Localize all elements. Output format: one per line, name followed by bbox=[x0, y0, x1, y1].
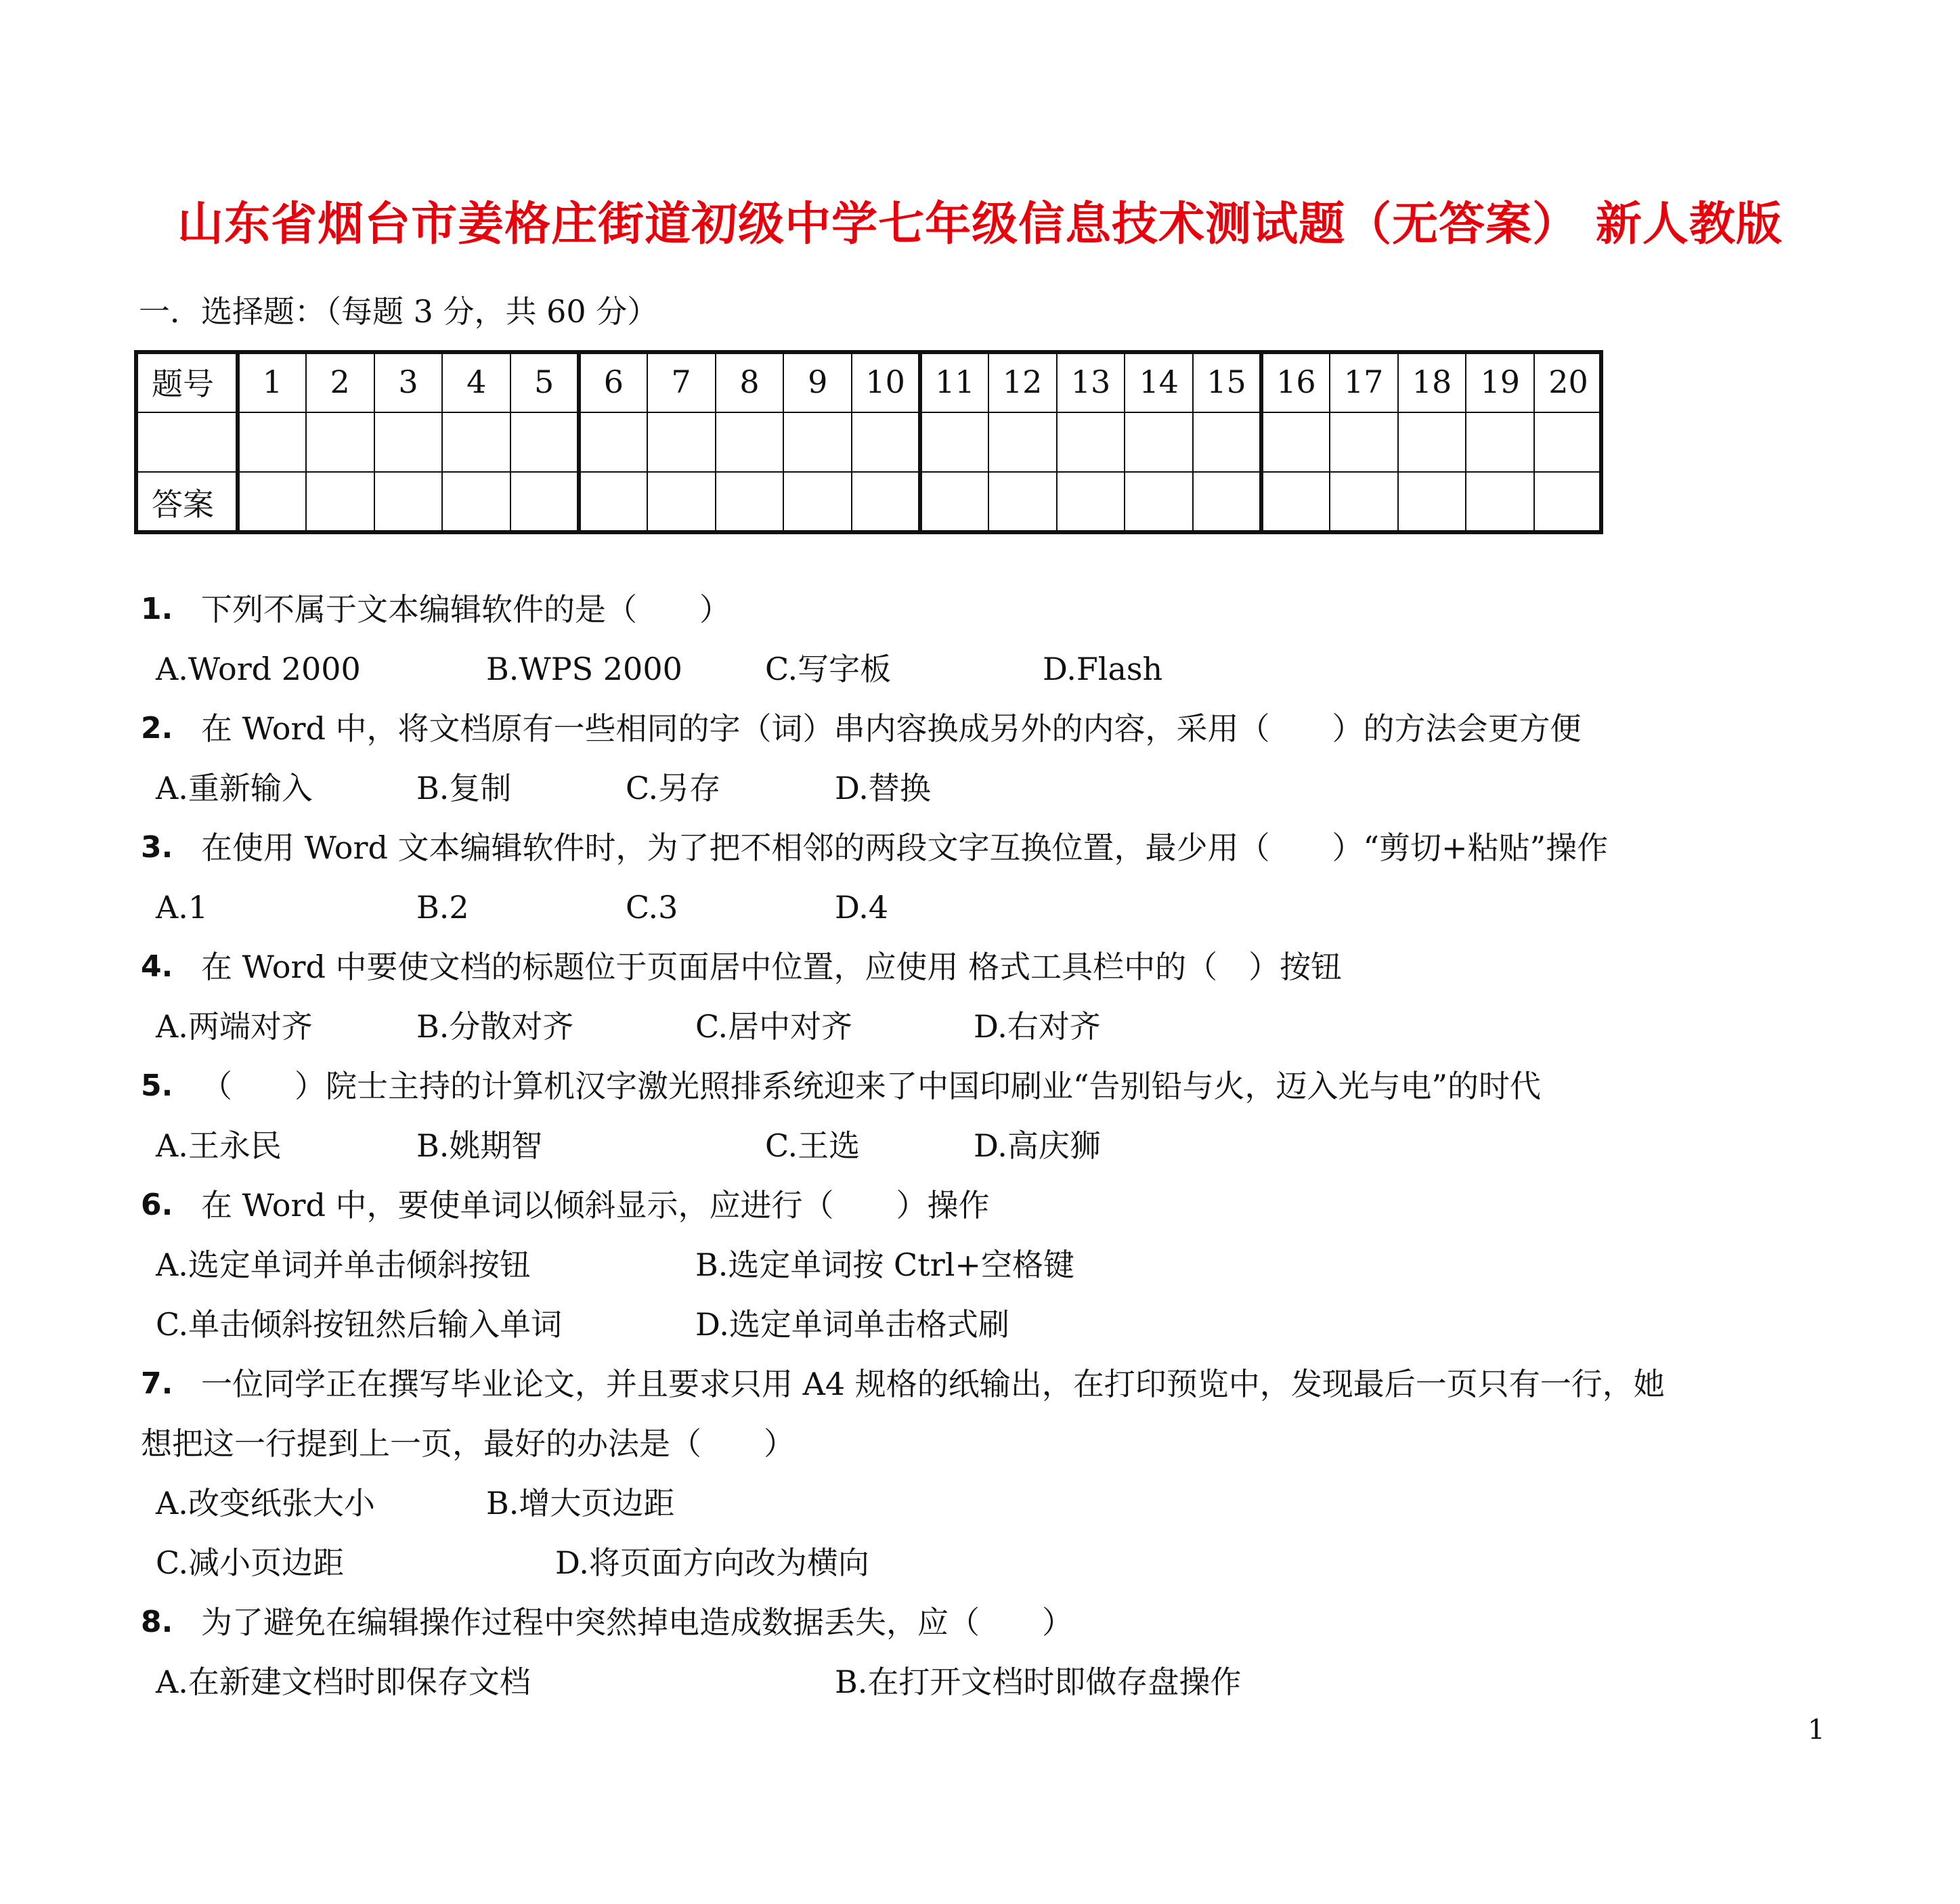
option-c: C.另存 bbox=[626, 770, 721, 806]
answer-cell[interactable] bbox=[716, 412, 784, 473]
answer-grid-number: 12 bbox=[988, 352, 1057, 412]
page-title: 山东省烟台市姜格庄街道初级中学七年级信息技术测试题（无答案） 新人教版 bbox=[177, 198, 1783, 251]
answer-grid-number: 17 bbox=[1330, 352, 1398, 412]
answer-cell[interactable] bbox=[1125, 472, 1193, 532]
answer-cell[interactable] bbox=[1125, 412, 1193, 473]
answer-cell[interactable] bbox=[1261, 472, 1330, 532]
answer-cell[interactable] bbox=[1398, 472, 1466, 532]
answer-cell[interactable] bbox=[238, 412, 306, 473]
answer-cell[interactable] bbox=[510, 412, 579, 473]
option-d: D.将页面方向改为横向 bbox=[555, 1544, 869, 1581]
answer-grid-blank-row bbox=[136, 412, 1603, 473]
answer-cell[interactable] bbox=[579, 472, 647, 532]
answer-grid bbox=[135, 351, 1603, 533]
option-a: A.Word 2000 bbox=[156, 651, 361, 687]
answer-cell[interactable] bbox=[374, 412, 443, 473]
question-text: 一位同学正在撰写毕业论文，并且要求只用 A4 规格的纸输出，在打印预览中，发现最后一页只有一行，她 bbox=[201, 1366, 1665, 1402]
answer-cell[interactable] bbox=[920, 412, 988, 473]
question-text: （ ）院士主持的计算机汉字激光照排系统迎来了中国印刷业“告别铅与火，迈入光与电”的时代 bbox=[201, 1068, 1542, 1104]
answer-cell[interactable] bbox=[238, 472, 306, 532]
question-text: 在使用 Word 文本编辑软件时，为了把不相邻的两段文字互换位置，最少用（ ）“剪切+粘贴”操作 bbox=[201, 829, 1609, 866]
question-text: 在 Word 中要使文档的标题位于页面居中位置，应使用 格式工具栏中的（ ）按钮 bbox=[201, 949, 1343, 985]
answer-grid-number: 1 bbox=[238, 352, 306, 412]
option-c: C.王选 bbox=[765, 1127, 861, 1164]
question-text-continued: 想把这一行提到上一页，最好的办法是（ ） bbox=[141, 1425, 795, 1462]
answer-grid-answer-row bbox=[136, 472, 1603, 532]
option-b: B.WPS 2000 bbox=[486, 651, 682, 687]
answer-grid-label-number: 题号 bbox=[136, 352, 238, 412]
option-d: D.选定单词单击格式刷 bbox=[695, 1306, 1009, 1343]
answer-grid-number: 16 bbox=[1261, 352, 1330, 412]
answer-cell[interactable] bbox=[1330, 412, 1398, 473]
question-number: 6. bbox=[141, 1188, 173, 1222]
answer-cell[interactable] bbox=[510, 472, 579, 532]
option-b: B.增大页边距 bbox=[486, 1485, 675, 1521]
question-number: 4. bbox=[141, 949, 173, 984]
answer-grid-number: 11 bbox=[920, 352, 988, 412]
answer-grid-label-answer: 答案 bbox=[136, 472, 238, 532]
option-a: A.改变纸张大小 bbox=[156, 1485, 375, 1521]
option-d: D.4 bbox=[835, 889, 889, 926]
answer-grid-number: 3 bbox=[374, 352, 443, 412]
option-c: C.3 bbox=[626, 889, 678, 926]
option-d: D.Flash bbox=[1043, 651, 1163, 687]
answer-cell[interactable] bbox=[1534, 412, 1603, 473]
answer-cell[interactable] bbox=[1057, 412, 1125, 473]
question-text: 在 Word 中，要使单词以倾斜显示，应进行（ ）操作 bbox=[201, 1187, 990, 1224]
answer-grid-number: 9 bbox=[783, 352, 852, 412]
answer-grid-number-row bbox=[136, 352, 1603, 412]
answer-grid-number: 5 bbox=[510, 352, 579, 412]
answer-cell[interactable] bbox=[1466, 412, 1534, 473]
answer-grid-label-blank bbox=[136, 412, 238, 473]
answer-grid-number: 2 bbox=[306, 352, 374, 412]
option-b: B.选定单词按 Ctrl+空格键 bbox=[695, 1247, 1074, 1283]
option-b: B.姚期智 bbox=[416, 1127, 543, 1164]
option-c: C.居中对齐 bbox=[695, 1008, 853, 1045]
answer-cell[interactable] bbox=[374, 472, 443, 532]
option-a: A.两端对齐 bbox=[156, 1008, 313, 1045]
answer-cell[interactable] bbox=[1057, 472, 1125, 532]
answer-cell[interactable] bbox=[647, 472, 716, 532]
answer-cell[interactable] bbox=[1534, 472, 1603, 532]
question-number: 3. bbox=[141, 830, 173, 865]
answer-cell[interactable] bbox=[647, 412, 716, 473]
option-a: A.1 bbox=[156, 889, 209, 926]
answer-cell[interactable] bbox=[1261, 412, 1330, 473]
answer-cell[interactable] bbox=[988, 412, 1057, 473]
option-c: C.单击倾斜按钮然后输入单词 bbox=[156, 1306, 563, 1343]
answer-grid-number: 15 bbox=[1193, 352, 1261, 412]
question-number: 1. bbox=[141, 592, 173, 626]
option-a: A.重新输入 bbox=[156, 770, 313, 806]
answer-grid-number: 7 bbox=[647, 352, 716, 412]
question-number: 7. bbox=[141, 1366, 173, 1401]
question-text: 为了避免在编辑操作过程中突然掉电造成数据丢失，应（ ） bbox=[201, 1604, 1073, 1641]
answer-cell[interactable] bbox=[852, 472, 920, 532]
option-d: D.替换 bbox=[835, 770, 931, 806]
answer-grid-number: 19 bbox=[1466, 352, 1534, 412]
answer-cell[interactable] bbox=[783, 412, 852, 473]
answer-grid-number: 13 bbox=[1057, 352, 1125, 412]
question-number: 2. bbox=[141, 711, 173, 745]
option-b: B.在打开文档时即做存盘操作 bbox=[835, 1664, 1242, 1700]
answer-grid-number: 14 bbox=[1125, 352, 1193, 412]
option-b: B.复制 bbox=[416, 770, 512, 806]
answer-grid-number: 6 bbox=[579, 352, 647, 412]
answer-grid-number: 4 bbox=[442, 352, 510, 412]
answer-grid-number: 20 bbox=[1534, 352, 1603, 412]
question-number: 8. bbox=[141, 1605, 173, 1639]
option-d: D.高庆狮 bbox=[974, 1127, 1101, 1164]
question-number: 5. bbox=[141, 1068, 173, 1103]
page-number: 1 bbox=[1808, 1714, 1825, 1746]
option-c: C.减小页边距 bbox=[156, 1544, 345, 1581]
answer-cell[interactable] bbox=[716, 472, 784, 532]
answer-cell[interactable] bbox=[1193, 412, 1261, 473]
answer-cell[interactable] bbox=[306, 472, 374, 532]
answer-cell[interactable] bbox=[306, 412, 374, 473]
question-text: 在 Word 中，将文档原有一些相同的字（词）串内容换成另外的内容，采用（ ）的方法会更方便 bbox=[201, 710, 1582, 747]
option-b: B.2 bbox=[416, 889, 469, 926]
answer-cell[interactable] bbox=[988, 472, 1057, 532]
answer-cell[interactable] bbox=[920, 472, 988, 532]
answer-cell[interactable] bbox=[1193, 472, 1261, 532]
answer-cell[interactable] bbox=[783, 472, 852, 532]
answer-cell[interactable] bbox=[442, 412, 510, 473]
answer-cell[interactable] bbox=[1398, 412, 1466, 473]
answer-grid-number: 10 bbox=[852, 352, 920, 412]
option-a: A.王永民 bbox=[156, 1127, 282, 1164]
answer-cell[interactable] bbox=[1466, 472, 1534, 532]
answer-cell[interactable] bbox=[1330, 472, 1398, 532]
option-a: A.在新建文档时即保存文档 bbox=[156, 1664, 531, 1700]
option-d: D.右对齐 bbox=[974, 1008, 1101, 1045]
option-c: C.写字板 bbox=[765, 651, 892, 687]
answer-cell[interactable] bbox=[579, 412, 647, 473]
answer-grid-number: 8 bbox=[716, 352, 784, 412]
section-heading: 一．选择题：（每题 3 分，共 60 分） bbox=[139, 293, 659, 330]
answer-grid-number: 18 bbox=[1398, 352, 1466, 412]
answer-cell[interactable] bbox=[852, 412, 920, 473]
answer-cell[interactable] bbox=[442, 472, 510, 532]
option-b: B.分散对齐 bbox=[416, 1008, 574, 1045]
option-a: A.选定单词并单击倾斜按钮 bbox=[156, 1247, 531, 1283]
question-text: 下列不属于文本编辑软件的是（ ） bbox=[201, 591, 731, 628]
